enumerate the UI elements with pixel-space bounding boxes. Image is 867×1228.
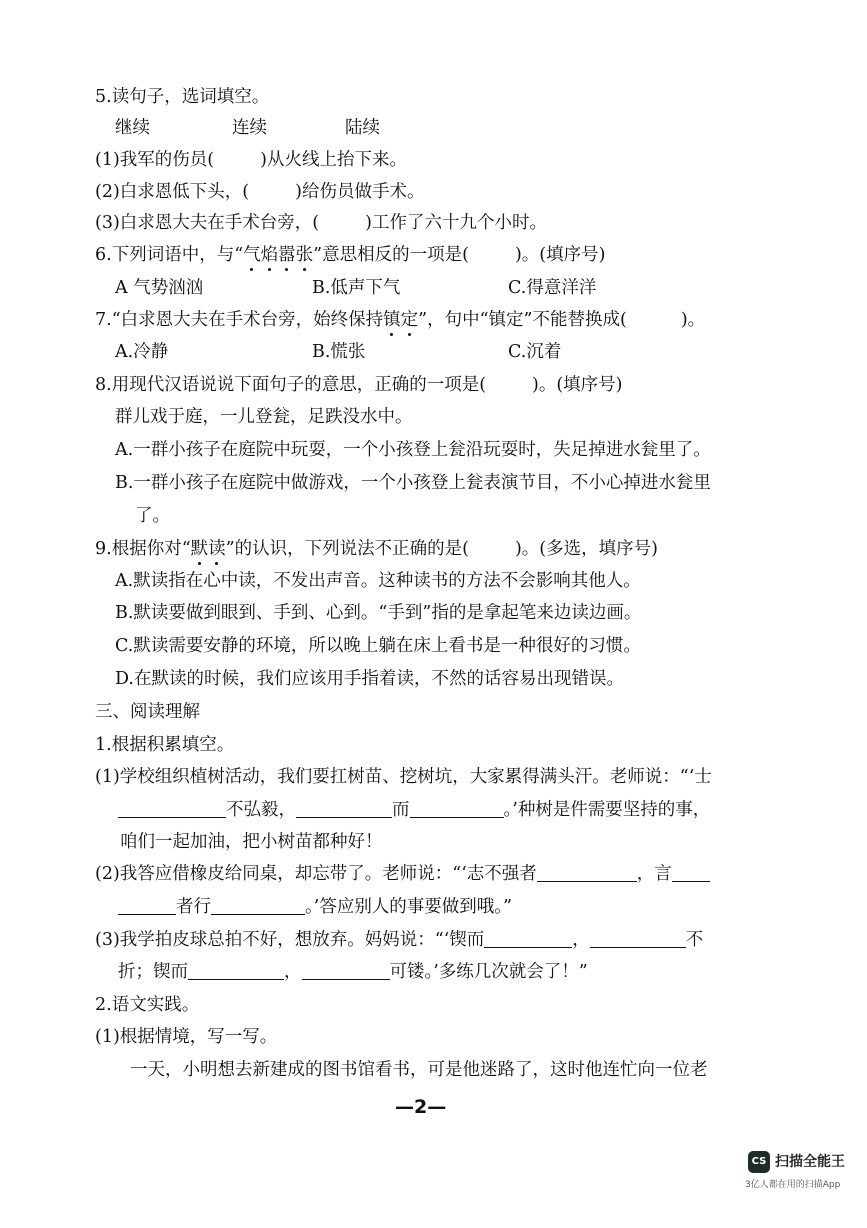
reading-q1-1-line1: (1)学校组织植树活动，我们要扛树苗、挖树坑，大家累得满头汗。老师说：“‘士 xyxy=(95,767,712,787)
q5-sentence-2: (2)白求恩低下头，( )给伤员做手术。 xyxy=(95,182,425,202)
reading-q1-1-line2: 不弘毅， 而 。’种树是件需要坚持的事， xyxy=(118,798,710,822)
reading-q2-title: 2.语文实践。 xyxy=(95,995,200,1015)
q9-option-b: B.默读要做到眼到、手到、心到。“手到”指的是拿起笔来边读边画。 xyxy=(115,603,642,623)
watermark-tagline: 3亿人都在用的扫描App xyxy=(745,1180,841,1190)
q6-option-c: C.得意洋洋 xyxy=(508,278,597,298)
q6-option-b: B.低声下气 xyxy=(312,278,401,298)
q5-word-3: 陆续 xyxy=(345,118,380,138)
q6-stem: 6.下列词语中，与“气焰嚣张”意思相反的一项是( )。(填序号) xyxy=(95,245,606,265)
fill-blank[interactable] xyxy=(537,863,637,882)
q5-word-1: 继续 xyxy=(115,118,150,138)
reading-q1-2-line1: (2)我答应借橡皮给同桌，却忘带了。老师说：“‘志不强者 ，言 xyxy=(95,862,710,886)
q5-sentence-3: (3)白求恩大夫在手术台旁，( )工作了六十九个小时。 xyxy=(95,213,547,233)
fill-blank[interactable] xyxy=(211,896,305,915)
q9-option-d: D.在默读的时候，我们应该用手指着读，不然的话容易出现错误。 xyxy=(115,669,624,689)
q8-option-a: A.一群小孩子在庭院中玩耍，一个小孩登上瓮沿玩耍时，失足掉进水瓮里了。 xyxy=(115,440,711,460)
q7-option-b: B.慌张 xyxy=(312,342,366,362)
reading-q1-1-line3: 咱们一起加油，把小树苗都种好！ xyxy=(120,832,383,852)
fill-blank[interactable] xyxy=(118,799,226,818)
q6-option-a: A 气势汹汹 xyxy=(115,278,204,298)
reading-q1-2-line2: 者行 。’答应别人的事要做到哦。” xyxy=(118,895,512,919)
q9-stem: 9.根据你对“默读”的认识，下列说法不正确的是( )。(多选，填序号) xyxy=(95,539,658,559)
watermark-app-name: 扫描全能王 xyxy=(775,1154,845,1170)
q8-stem: 8.用现代汉语说说下面句子的意思，正确的一项是( )。(填序号) xyxy=(95,375,623,395)
q8-source-sentence: 群儿戏于庭，一儿登瓮，足跌没水中。 xyxy=(115,407,413,427)
fill-blank[interactable] xyxy=(296,799,392,818)
fill-blank[interactable] xyxy=(590,929,686,948)
q8-option-b-cont: 了。 xyxy=(135,506,170,526)
fill-blank[interactable] xyxy=(672,863,710,882)
q7-stem: 7.“白求恩大夫在手术台旁，始终保持镇定”，句中“镇定”不能替换成( )。 xyxy=(95,310,706,330)
reading-q1-3-line2: 折；锲而 ， 可镂。’多练几次就会了！” xyxy=(118,962,588,982)
section-3-title: 三、阅读理解 xyxy=(95,702,200,722)
fill-blank[interactable] xyxy=(484,929,572,948)
q9-option-a: A.默读指在心中读，不发出声音。这种读书的方法不会影响其他人。 xyxy=(115,571,641,591)
q9-option-c: C.默读需要安静的环境，所以晚上躺在床上看书是一种很好的习惯。 xyxy=(115,636,641,656)
q7-option-a: A.冷静 xyxy=(115,342,169,362)
camscanner-logo-icon: CS xyxy=(748,1151,770,1173)
fill-blank[interactable] xyxy=(188,961,284,980)
fill-blank[interactable] xyxy=(410,799,504,818)
q8-option-b: B.一群小孩子在庭院中做游戏，一个小孩登上瓮表演节目，不小心掉进水瓮里 xyxy=(115,473,711,493)
q5-word-2: 连续 xyxy=(232,118,267,138)
reading-q2-passage: 一天，小明想去新建成的图书馆看书，可是他迷路了，这时他连忙向一位老 xyxy=(130,1060,708,1080)
scanner-watermark xyxy=(745,1148,860,1194)
q5-sentence-1: (1)我军的伤员( )从火线上抬下来。 xyxy=(95,150,407,170)
fill-blank[interactable] xyxy=(302,961,390,980)
q5-title: 5.读句子，选词填空。 xyxy=(95,87,270,107)
page-number: —2— xyxy=(395,1096,447,1118)
q7-option-c: C.沉着 xyxy=(508,342,562,362)
reading-q1-3-line1: (3)我学拍皮球总拍不好，想放弃。妈妈说：“‘锲而 ， 不 xyxy=(95,930,704,950)
fill-blank[interactable] xyxy=(118,896,176,915)
reading-q2-1: (1)根据情境，写一写。 xyxy=(95,1027,278,1047)
reading-q1-title: 1.根据积累填空。 xyxy=(95,735,235,755)
